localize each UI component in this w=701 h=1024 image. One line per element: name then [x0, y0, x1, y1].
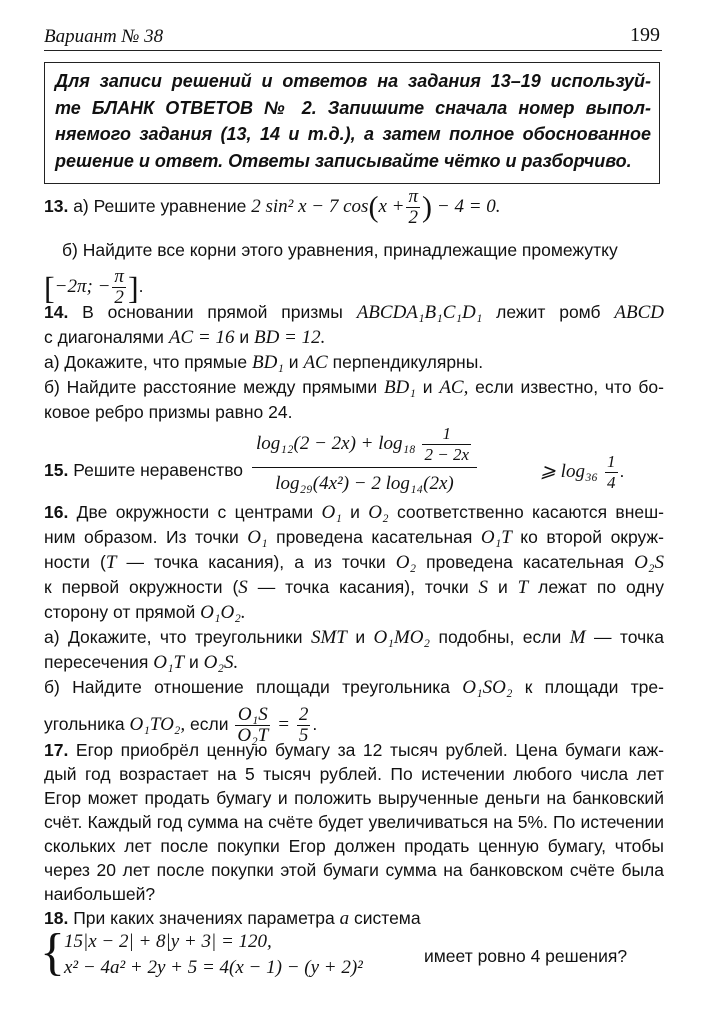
problem-13: 13. а) Решите уравнение 2 sin² x − 7 cos(x + $\frac{\pi}{2}$ ) − 4 = 0. б) Найдите все корни этого уравнения, принадлежащие промежутку [−2π; − $\frac{\pi}{2}$ ].: [44, 186, 664, 309]
problem-number: 16.: [44, 502, 69, 522]
instruction-line: те БЛАНК ОТВЕТОВ № 2. Запишите сначала номер выпол-: [55, 97, 651, 118]
page-header: [44, 26, 662, 51]
problem-text: Решите неравенство: [73, 460, 244, 480]
variant-label: Вариант № 38: [44, 26, 164, 47]
formula: ABCDA₁B₁C₁D₁: [356, 302, 483, 323]
instruction-line: решение и ответ. Ответы записывайте чётко и разборчиво.: [55, 150, 632, 171]
problem-number: 15.: [44, 460, 69, 480]
fraction: $\frac{1}{4}$: [607, 452, 616, 492]
instruction-line: няемого задания (13, 14 и т.д.), а затем полное обоснованное: [55, 124, 651, 144]
problem-text: а) Решите уравнение: [73, 196, 247, 216]
formula: −2π; −: [54, 275, 111, 297]
page-number: 199: [630, 24, 660, 46]
formula: ABCD: [614, 302, 664, 323]
fraction: $\frac{\pi}{2}$: [408, 185, 418, 228]
equation: 15|x − 2| + 8|y + 3| = 120,: [64, 931, 272, 952]
problem-number: 17.: [44, 740, 69, 760]
problem-15: 15. Решите неравенство log₁₂(2 − 2x) + log₁₈ $\frac{1}{2 - 2x}$ log₂₉(4x²) − 2 log₁₄(2x) ⩾ log₃₆ $\frac{1}{4}$ .: [44, 424, 625, 494]
instruction-box: [44, 62, 660, 184]
problem-number: 14.: [44, 302, 69, 322]
problem-18-tail: имеет ровно 4 решения?: [424, 946, 628, 966]
fraction: $\frac{\text{O₁S}}{\text{O₂T}}$: [237, 703, 269, 746]
problem-16: 16. Две окружности с центрами O₁ и O₂ соответственно касаются внеш- ним образом. Из точки O₁ проведена касательная O₁T ко второй окруж- ности (T — точка касания), а из точки O₂ проведена касательная O₂S к первой окружности (S — точка касания), точки S и T лежат по одну сторону от прямой O₁O₂. а) Докажите, что треугольники SMT и O₁MO₂ подобны, если M — точка пересечения O₁T и O₂S. б) Найдите отношение площади треугольника O₁SO₂ к площади тре- угольника O₁TO₂, если $\frac{\text{O₁S}}{\text{O₂T}}$ = $\frac{2}{5}$ .: [44, 502, 664, 746]
inequality-fraction: log₁₂(2 − 2x) + log₁₈ $\frac{1}{2 - 2x}$ log₂₉(4x²) − 2 log₁₄(2x): [252, 424, 477, 496]
problem-14: 14. В основании прямой призмы ABCDA₁B₁C₁D₁ лежит ромб ABCD с диагоналями AC = 16 и BD = 12. а) Докажите, что прямые BD₁ и AC перпендикулярны. б) Найдите расстояние между прямыми BD₁ и AC, если известно, что бо- ковое ребро призмы равно 24.: [44, 302, 664, 422]
formula: ⩾ log₃₆: [540, 461, 599, 483]
equation: x² − 4a² + 2y + 5 = 4(x − 1) − (y + 2)²: [64, 957, 363, 978]
instruction-line: Для записи решений и ответов на задания 13–19 используй-: [55, 71, 651, 91]
problem-18: 18. При каких значениях параметра a система: [44, 908, 421, 929]
formula: 2 sin² x − 7 cos: [251, 196, 369, 217]
formula: − 4 = 0.: [436, 196, 501, 217]
problem-number: 18.: [44, 908, 69, 928]
system-equations: [64, 930, 363, 980]
formula: x +: [378, 196, 405, 217]
problem-17: 17. Егор приобрёл ценную бумагу за 12 тысяч рублей. Цена бумаги каж- дый год возрастает на 5 тысяч рублей. По истечении любого числа лет Егор может продать бумагу и положить вырученные деньги на банковский счёт. Каждый год сумма на счёте будет увеличиваться на 5%. По истечении скольких лет после покупки Егор должен продать ценную бумагу, чтобы через 20 лет после покупки этой бумаги сумма на банковском счёте была наибольшей?: [44, 740, 664, 904]
fraction: $\frac{\pi}{2}$: [114, 265, 124, 308]
system-brace: {: [40, 924, 65, 981]
problem-number: 13.: [44, 196, 69, 216]
problem-text: б) Найдите все корни этого уравнения, принадлежащие промежутку: [62, 239, 618, 260]
fraction: $\frac{2}{5}$: [298, 703, 309, 746]
